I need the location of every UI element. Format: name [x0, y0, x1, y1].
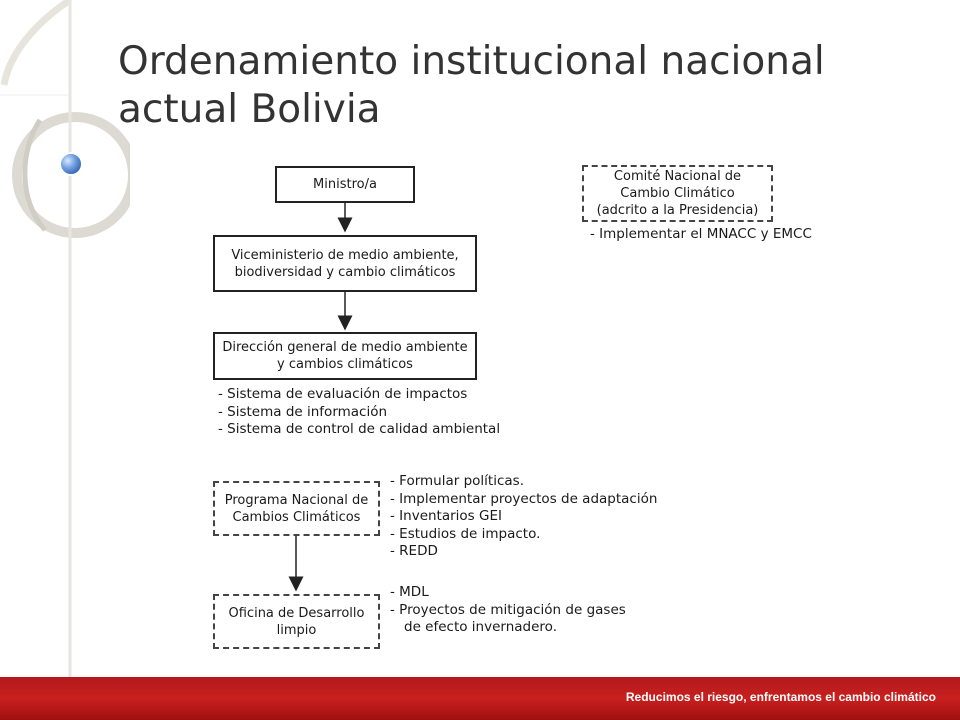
- direccion-box: Dirección general de medio ambiente y cambios climáticos: [213, 332, 477, 380]
- comite-items: [590, 226, 812, 244]
- viceministerio-box: Viceministerio de medio ambiente, biodiversidad y cambio climáticos: [213, 235, 477, 292]
- footer-bar: [0, 677, 960, 720]
- list-item: - Proyectos de mitigación de gases: [390, 601, 626, 618]
- list-item: - REDD: [390, 543, 438, 559]
- list-item: - MDL: [390, 584, 429, 600]
- list-item: - Implementar proyectos de adaptación: [390, 490, 658, 507]
- footer-slogan: Reducimos el riesgo, enfrentamos el cambio climático: [625, 690, 936, 704]
- oficina-items: [390, 584, 626, 637]
- oficina-box: Oficina de Desarrollo limpio: [213, 594, 380, 649]
- direccion-items: [218, 386, 500, 439]
- list-item: - Sistema de información: [218, 403, 388, 420]
- programa-items: [390, 473, 657, 561]
- ministro-box: Ministro/a: [275, 166, 415, 203]
- list-item: - Sistema de control de calidad ambiental: [218, 421, 501, 437]
- list-item: de efecto invernadero.: [404, 619, 557, 635]
- list-item: - Inventarios GEI: [390, 508, 502, 524]
- programa-box: Programa Nacional de Cambios Climáticos: [213, 481, 380, 536]
- list-item: - Sistema de evaluación de impactos: [218, 386, 468, 402]
- slide-title: Ordenamiento institucional nacional actual Bolivia: [118, 39, 825, 132]
- list-item: - Estudios de impacto.: [390, 525, 541, 542]
- comite-box: Comité Nacional de Cambio Climático (adcrito a la Presidencia): [582, 165, 773, 222]
- list-item: - Formular políticas.: [390, 473, 524, 489]
- list-item: - Implementar el MNACC y EMCC: [590, 226, 812, 242]
